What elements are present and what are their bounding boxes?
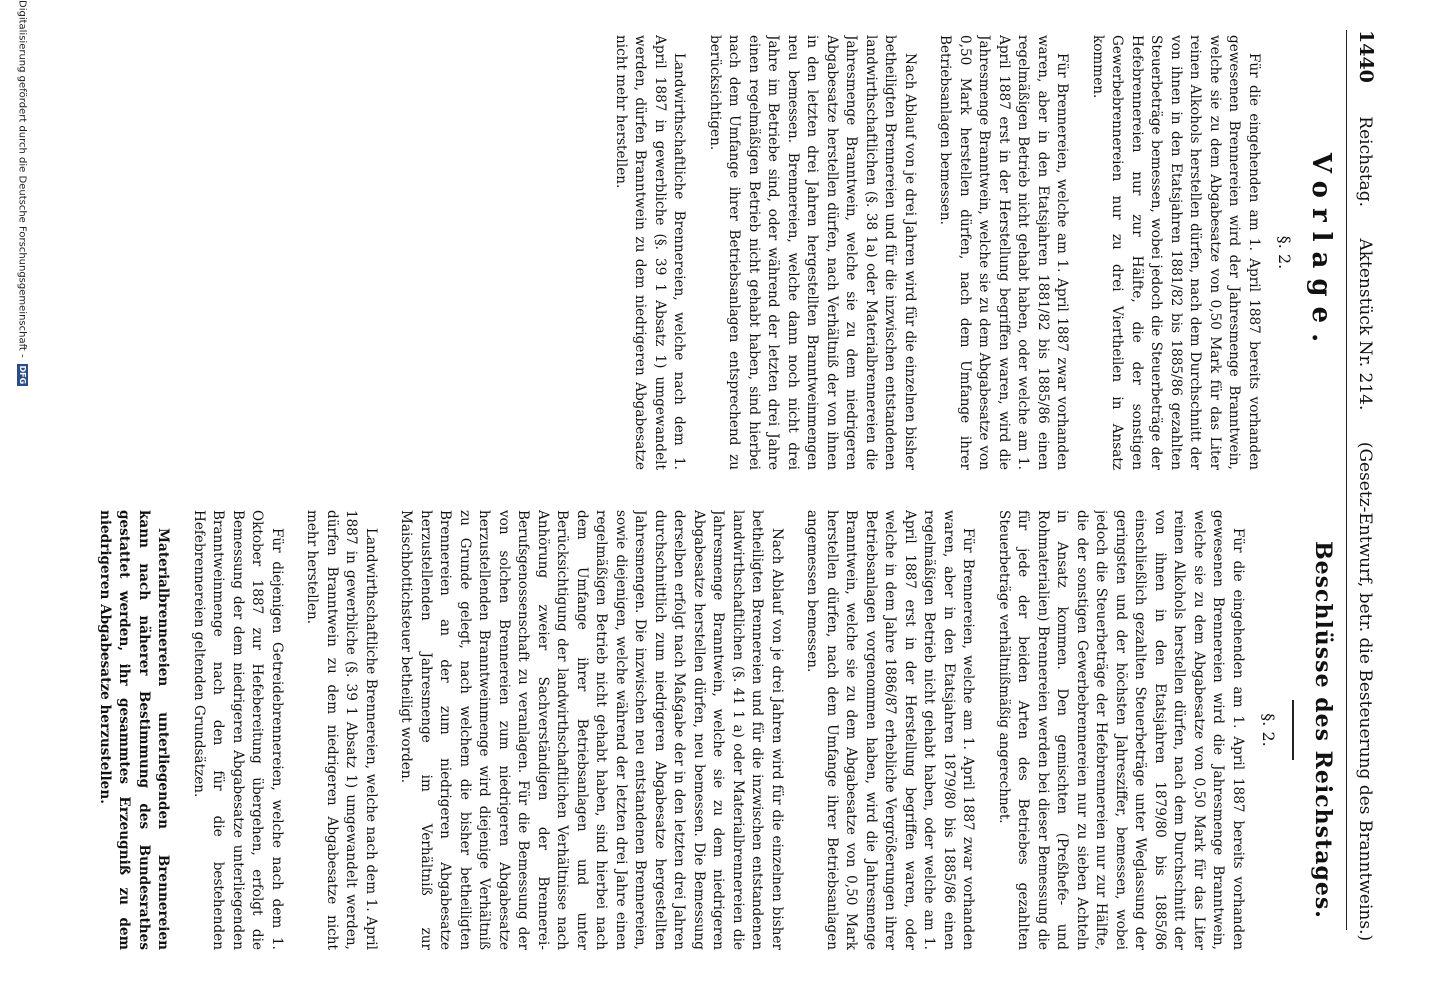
dfg-logo: DFG <box>18 365 27 385</box>
document-number: Aktenstück Nr. 214. <box>1355 238 1375 411</box>
right-column-title: Beschlüsse des Reichstages. <box>1310 541 1336 919</box>
left-section-heading: §. 2. <box>1275 235 1294 270</box>
right-section-heading: §. 2. <box>1259 713 1278 747</box>
page-number: 1440 <box>1355 30 1377 83</box>
left-paragraph: Landwirthschaftliche Brennereien, welche nach dem 1. April 1887 in gewerbliche (§. 39 1 Absatz 1) umgewandelt werden, dürfen Branntwein zu dem niedrigeren Abgabesatze nicht mehr herstellen. <box>613 35 688 470</box>
left-paragraph: Nach Ablauf von je drei Jahren wird für die einzelnen bisher betheiligten Brennereien und für die inzwischen entstandenen landwirthschaftlichen (§. 38 1a) oder Materialbrennereien die Jahresmenge Branntwein, welche sie zu dem niedrigeren Abgabesatze herstellen dürfen, nach Verhältniß der von ihnen in den letzten drei Jahren hergestellten Branntweinmengen neu bemessen. Brennereien, welche dann noch nicht drei Jahre im Betriebe sind, oder während der letzten drei Jahre einen regelmäßigen Betrieb nicht gehabt haben, sind hierbei nach dem Umfange ihrer Betriebsanlagen entsprechend zu berücksichtigen. <box>707 35 918 470</box>
digitization-credit-text: Digitalisierung gefördert durch die Deutsche Forschungsgemeinschaft - <box>16 0 28 358</box>
left-paragraph: Für Brennereien, welche am 1. April 1887 zwar vorhanden waren, aber in den Etatsjahren 1881/82 bis 1885/86 einen regelmäßigen Betrieb nicht gehabt haben, oder welche am 1. April 1887 erst in der Herstellung begriffen waren, wird die Jahresmenge Branntwein, welche sie zu dem Abgabesatze von 0,50 Mark herstellen dürfen, nach dem Umfange ihrer Betriebsanlagen bemessen. <box>937 35 1071 470</box>
right-column-beschluesse <box>92 510 1342 950</box>
right-paragraph: Für die eingehenden am 1. April 1887 bereits vorhanden gewesenen Brennereien wird die Jahresmenge Branntwein, welche sie zu dem Abgabesatze von 0,50 Mark für das Liter reinen Alkohols herstellen dürfen, nach dem Durchschnitt der von ihnen in den Etatsjahren 1879/80 bis 1885/86 einschließlich gezahlten Steuerbeträge unter Weglassung der geringsten und der höchsten Jahresziffer, bemessen, wobei jedoch die Steuerbeträge der Hefebrennereien nur zur Hälfte, die der sonstigen Gewerbebrennereien nur zu sieben Achteln in Ansatz kommen. Den gemischten (Preßhefe- und Rohmaterialien) Brennereien werden bei dieser Bemessung die für jede der beiden Arten des Betriebes gezahlten Steuerbeträge verhältnißmäßig angerechnet. <box>996 510 1246 950</box>
left-column-title: Vorlage. <box>1306 152 1336 353</box>
left-paragraph: Für die eingehenden am 1. April 1887 bereits vorhanden gewesenen Brennereien wird der Jahresmenge Branntwein, welche sie zu dem Abgabesatze von 0,50 Mark für das Liter reinen Alkohols herstellen dürfen, nach dem Durchschnitt der von ihnen in den Etatsjahren 1881/82 bis 1885/86 gezahlten Steuerbeträge bemessen, wobei jedoch die Steuerbeträge der Hefebrennereien nur zur Hälfte, die der sonstigen Gewerbebrennereien nur zu drei Viertheilen in Ansatz kommen. <box>1090 35 1262 470</box>
page-header <box>1346 30 1377 942</box>
right-paragraph: Für Brennereien, welche am 1. April 1887 zwar vorhanden waren, aber in den Etatsjahren 1879/80 bis 1885/86 einen regelmäßigen Betrieb nicht gehabt haben, oder welche am 1. April 1887 erst in der Herstellung begriffen waren, oder welche in dem Jahre 1886/87 erhebliche Vergrößerungen ihrer Betriebsanlagen vorgenommen haben, wird die Jahresmenge Branntwein, welche sie zu dem Abgabesatze von 0,50 Mark herstellen dürfen, nach dem Umfange ihrer Betriebsanlagen angemessen bemessen. <box>804 510 977 950</box>
document-subject: (Gesetz-Entwurf, betr. die Besteuerung des Branntweins.) <box>1355 441 1375 942</box>
right-paragraph: Für diejenigen Getreidebrennereien, welche nach dem 1. Oktober 1887 zur Hefebereitung übergehen, erfolgt die Bemessung der dem niedrigeren Abgabesatze unterliegenden Branntweinmenge nach den für die bestehenden Hefebrennereien geltenden Grundsätzen. <box>191 510 285 950</box>
title-rule <box>1292 700 1294 760</box>
right-paragraph: Nach Ablauf von je drei Jahren wird für die einzelnen bisher betheiligten Brennereien und für die inzwischen entstandenen landwirthschaftlichen (§. 41 1 a) oder Materialbrennereien die Jahresmenge Branntwein, welche sie zu dem niedrigeren Abgabesatze herstellen dürfen, neu bemessen. Die Bemessung derselben erfolgt nach Maßgabe der in den letzten drei Jahren durchschnittlich zum niedrigeren Abgabesatze hergestellten Jahresmengen. Die inzwischen neu entstandenen Brennereien, sowie diejenigen, welche während der letzten drei Jahre einen regelmäßigen Betrieb nicht gehabt haben, sind hierbei nach dem Umfange ihrer Betriebsanlagen und unter Berücksichtigung der landwirthschaftlichen Verhältnisse nach Anhörung zweier Sachverständigen der Brennerei-Berufsgenossenschaft zu veranlagen. Für die Bemessung der von solchen Brennereien zum niedrigeren Abgabesatze herzustellenden Branntweinmenge wird diejenige Verhältniß zu Grunde gelegt, nach welchem die bisher betheiligten Brennereien an der zum niedrigeren Abgabesatze herzustellenden Jahresmenge im Verhältniß zur Maischbottichsteuer betheiligt worden. <box>398 510 785 950</box>
right-paragraph: Materialbrennereien unterliegenden Brennereien kann nach näherer Bestimmung des Bundesrathes gestattet werden, ihr gesammtes Erzeugniß zu dem niedrigeren Abgabesatze herzustellen. <box>97 510 172 950</box>
left-column-vorlage <box>92 35 1342 470</box>
digitization-credit <box>14 0 28 1000</box>
right-paragraph: Landwirthschaftliche Brennereien, welche nach dem 1. April 1887 in gewerbliche (§. 39 1 Absatz 1) umgewandelt werden, dürfen Branntwein zu dem niedrigeren Abgabesatze nicht mehr herstellen. <box>304 510 379 950</box>
publication-name: Reichstag. <box>1355 116 1375 208</box>
